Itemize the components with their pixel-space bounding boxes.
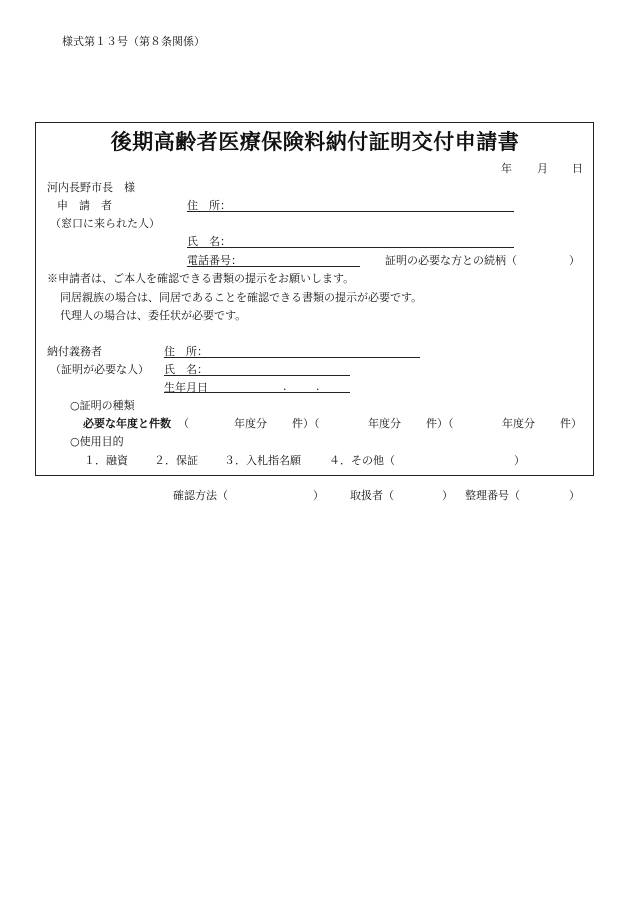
year-unit-3: 年度分 — [502, 417, 535, 430]
note-line-1: ※申請者は、ご本人を確認できる書類の提示をお願いします。 — [47, 272, 355, 285]
applicant-address-label: 住 所： — [187, 199, 231, 212]
cert-open-1: （ — [178, 417, 189, 430]
applicant-sublabel: （窓口に来られた人） — [50, 217, 160, 230]
addressee: 河内長野市長 様 — [47, 181, 135, 194]
relation-close: ） — [569, 254, 580, 267]
obligor-name-label: 氏 名： — [164, 363, 208, 376]
purpose-option-loan[interactable]: １．融資 — [84, 454, 128, 467]
confirm-method-label: 確認方法（ — [173, 489, 228, 502]
form-number: 様式第１３号（第８条関係） — [62, 35, 205, 48]
count-close-2: 件）（ — [426, 417, 454, 430]
purpose-option-guarantee[interactable]: ２．保証 — [154, 454, 198, 467]
form-title: 後期高齢者医療保険料納付証明交付申請書 — [110, 129, 520, 154]
date-day-label[interactable]: 日 — [572, 162, 583, 175]
reference-number-label: 整理番号（ — [465, 489, 520, 502]
obligor-address-field[interactable] — [164, 357, 420, 358]
note-line-3: 代理人の場合は、委任状が必要です。 — [60, 309, 247, 322]
year-unit-1: 年度分 — [234, 417, 267, 430]
birth-separator-1: . — [283, 380, 287, 393]
birth-separator-2: . — [316, 380, 320, 393]
obligor-sublabel: （証明が必要な人） — [50, 363, 149, 376]
year-unit-2: 年度分 — [368, 417, 401, 430]
applicant-phone-field[interactable] — [187, 266, 360, 267]
reference-number-close: ） — [569, 489, 580, 502]
applicant-phone-label: 電話番号： — [187, 254, 242, 267]
date-year-label[interactable]: 年 — [501, 162, 512, 175]
count-close-1: 件）（ — [292, 417, 320, 430]
relation-label: 証明の必要な方との続柄（ — [385, 254, 517, 267]
applicant-name-label: 氏 名： — [187, 235, 231, 248]
purpose-heading: ○使用目的 — [70, 435, 124, 448]
confirm-method-close: ） — [313, 489, 324, 502]
purpose-option-other[interactable]: ４．その他（ — [329, 454, 395, 467]
relation-field[interactable] — [526, 252, 568, 268]
required-years-label: 必要な年度と件数 — [83, 417, 171, 430]
handler-label: 取扱者（ — [350, 489, 394, 502]
count-close-3: 件） — [560, 417, 582, 430]
obligor-name-field[interactable] — [164, 375, 350, 376]
applicant-address-field[interactable] — [187, 211, 514, 212]
applicant-name-field[interactable] — [187, 247, 514, 248]
obligor-birth-field[interactable] — [164, 392, 350, 393]
handler-close: ） — [442, 489, 453, 502]
obligor-birth-label: 生年月日 — [164, 381, 208, 394]
applicant-label: 申 請 者 — [57, 199, 112, 212]
cert-type-heading: ○証明の種類 — [70, 399, 135, 412]
note-line-2: 同居親族の場合は、同居であることを確認できる書類の提示が必要です。 — [60, 291, 423, 304]
obligor-label: 納付義務者 — [47, 345, 102, 358]
obligor-address-label: 住 所： — [164, 345, 208, 358]
date-month-label[interactable]: 月 — [537, 162, 548, 175]
purpose-option-bid[interactable]: ３．入札指名願 — [224, 454, 301, 467]
purpose-other-close: ） — [514, 454, 525, 467]
